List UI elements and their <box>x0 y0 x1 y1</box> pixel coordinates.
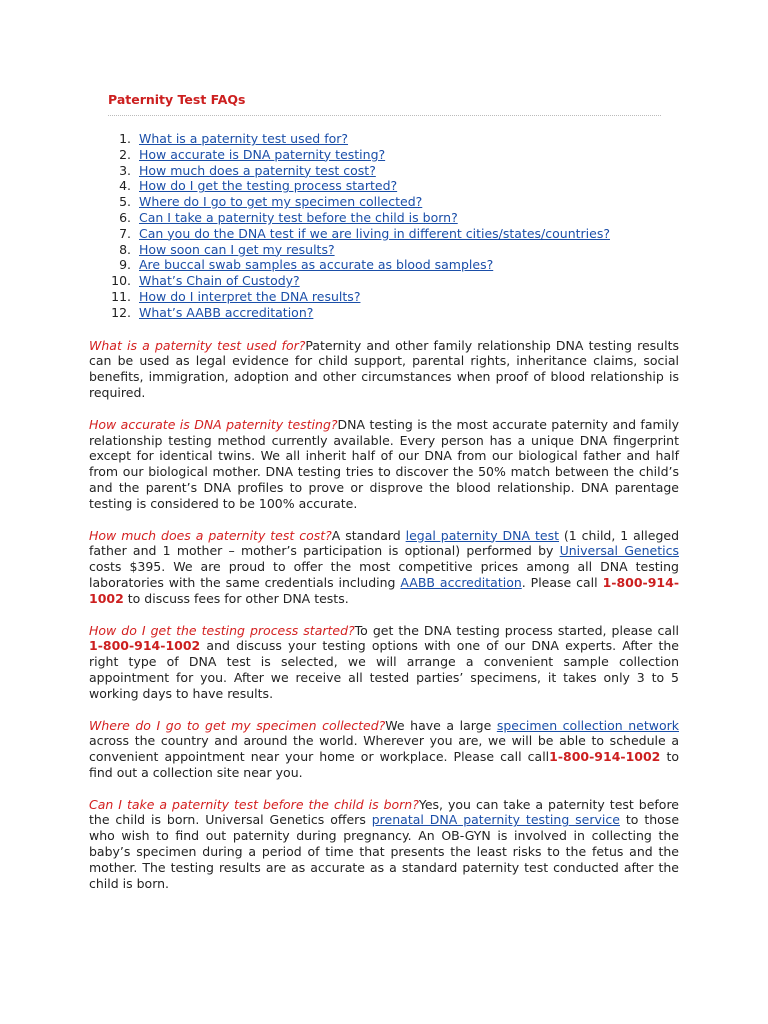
answer-cost <box>89 528 679 607</box>
phone-number: 1-800-914-1002 <box>89 574 680 606</box>
toc-item <box>135 242 679 258</box>
toc-link-7[interactable]: Can you do the DNA test if we are living in different cities/states/countries? <box>139 225 610 241</box>
answer-prenatal-test <box>89 797 679 892</box>
specimen-collection-network-link[interactable]: specimen collection network <box>496 717 679 733</box>
toc-item <box>135 210 679 226</box>
answer-text: to discuss fees for other DNA tests. <box>123 590 349 606</box>
question-heading: What is a paternity test used for? <box>89 337 306 353</box>
toc-link-1[interactable]: What is a paternity test used for? <box>139 131 349 146</box>
universal-genetics-link[interactable]: Universal Genetics <box>559 543 679 559</box>
answer-text: We have a large <box>385 717 497 733</box>
answer-text: DNA testing is the most accurate paternity and family relationship testing method currently available. Every person has a unique DNA fingerprint except for identical twins. We all inherit half of our DNA from our biological father and half from our biological mother. DNA testing tries to discover the 50% match between the child’s and the parent’s DNA profiles to prove or disprove the blood relationship. DNA parentage testing is considered to be 100% accurate. <box>89 416 679 511</box>
answer-text: A standard <box>331 527 406 543</box>
toc-link-8[interactable]: How soon can I get my results? <box>139 241 335 257</box>
answer-text: . Please call <box>521 574 603 590</box>
toc-item <box>135 257 679 273</box>
toc-item <box>135 226 679 242</box>
phone-number: 1-800-914-1002 <box>89 638 201 654</box>
page-title: Paternity Test FAQs <box>108 92 246 107</box>
answer-text: To get the DNA testing process started, please call <box>354 622 679 638</box>
question-heading: How much does a paternity test cost? <box>89 527 332 543</box>
toc-item <box>135 305 679 321</box>
title-divider <box>108 115 661 116</box>
toc-link-11[interactable]: How do I interpret the DNA results? <box>139 288 361 304</box>
aabb-accreditation-link[interactable]: AABB accreditation <box>400 574 522 590</box>
answer-specimen-collection <box>89 718 679 781</box>
toc-item <box>135 147 679 163</box>
toc-link-10[interactable]: What’s Chain of Custody? <box>139 273 300 289</box>
answer-text: to find out a collection site near you. <box>89 749 679 780</box>
toc-link-2[interactable]: How accurate is DNA paternity testing? <box>139 146 386 162</box>
toc-item <box>135 131 679 147</box>
toc-item <box>135 163 679 179</box>
toc-item <box>135 289 679 305</box>
toc-link-6[interactable]: Can I take a paternity test before the child is born? <box>139 209 458 225</box>
prenatal-testing-link[interactable]: prenatal DNA paternity testing service <box>371 812 620 828</box>
question-heading: Can I take a paternity test before the child is born? <box>89 796 419 812</box>
answer-text: and discuss your testing options with one of our DNA experts. After the right type of DNA test is selected, we will arrange a convenient sample collection appointment for you. After we receive all tested parties’ specimens, it takes only 3 to 5 working days to have results. <box>89 638 679 701</box>
answer-text: costs $395. We are proud to offer the most competitive prices among all DNA testing laboratories with the same credentials including <box>89 559 679 590</box>
toc-item <box>135 194 679 210</box>
faq-document <box>89 92 679 891</box>
faq-table-of-contents <box>89 131 679 321</box>
question-heading: How accurate is DNA paternity testing? <box>89 416 338 432</box>
answer-accuracy <box>89 417 679 512</box>
toc-link-3[interactable]: How much does a paternity test cost? <box>139 162 376 178</box>
answer-text: to those who wish to find out paternity during pregnancy. An OB-GYN is involved in collecting the baby’s specimen during a period of time that presents the least risks to the fetus and the mother. The testing results are as accurate as a standard paternity test conducted after the child is born. <box>89 812 680 891</box>
toc-item <box>135 178 679 194</box>
answer-paternity-test-use <box>89 338 679 401</box>
toc-item <box>135 273 679 289</box>
phone-number: 1-800-914-1002 <box>549 749 661 765</box>
answer-text: Yes, you can take a paternity test before the child is born. Universal Genetics offers <box>89 796 679 828</box>
answer-text: across the country and around the world. Wherever you are, we will be able to schedule a convenient appointment near your home or workplace. Please call call <box>89 733 679 765</box>
toc-link-9[interactable]: Are buccal swab samples as accurate as blood samples? <box>139 257 494 273</box>
toc-link-4[interactable]: How do I get the testing process started? <box>139 178 398 194</box>
answer-getting-started <box>89 623 679 702</box>
question-heading: How do I get the testing process started? <box>89 622 355 638</box>
answer-text: Paternity and other family relationship DNA testing results can be used as legal evidence for child support, parental rights, inheritance claims, social benefits, immigration, adoption and other circumstances when proof of blood relationship is required. <box>89 337 679 400</box>
toc-link-5[interactable]: Where do I go to get my specimen collected? <box>139 194 423 210</box>
answer-text: (1 child, 1 alleged father and 1 mother – mother’s participation is optional) performed by <box>89 527 680 559</box>
question-heading: Where do I go to get my specimen collected? <box>89 717 386 733</box>
toc-link-12[interactable]: What’s AABB accreditation? <box>139 304 314 320</box>
legal-paternity-test-link[interactable]: legal paternity DNA test <box>405 527 559 543</box>
